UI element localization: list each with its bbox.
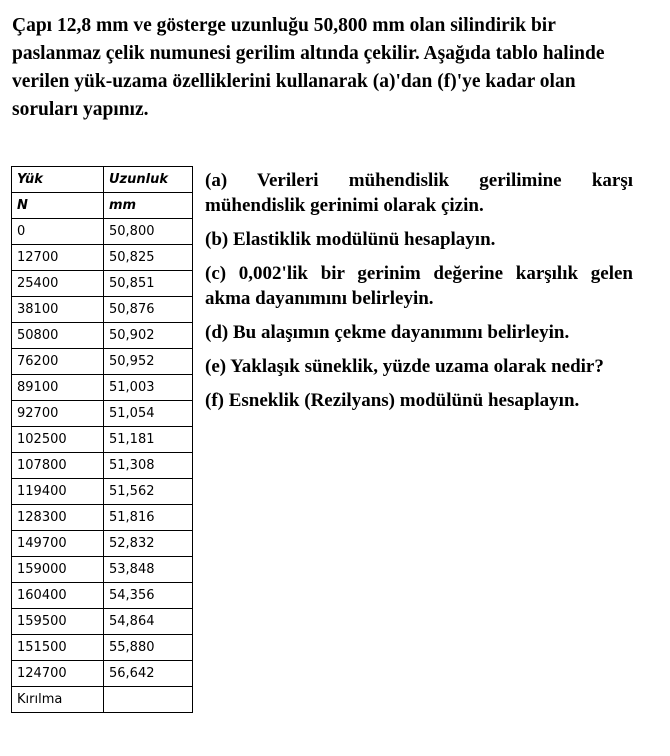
table-row [12,245,193,271]
length-cell: 51,054 [104,401,193,427]
length-cell: 50,800 [104,219,193,245]
load-cell: 12700 [12,245,104,271]
length-cell: Uzunluk [104,167,193,193]
table-row [12,297,193,323]
table-row [12,427,193,453]
table-row [12,479,193,505]
length-cell: 54,356 [104,583,193,609]
table-row [12,323,193,349]
load-cell: Kırılma [12,687,104,713]
length-cell: 51,181 [104,427,193,453]
load-cell: 76200 [12,349,104,375]
load-cell: 124700 [12,661,104,687]
length-cell: 50,851 [104,271,193,297]
length-cell: mm [104,193,193,219]
table-row [12,271,193,297]
table-row [12,661,193,687]
load-cell: 102500 [12,427,104,453]
load-cell: 107800 [12,453,104,479]
table-row [12,453,193,479]
question-list [205,168,633,422]
load-cell: 50800 [12,323,104,349]
question-c: (c) 0,002'lik bir gerinim değerine karşılık gelen akma dayanımını belirleyin. [205,263,633,309]
length-cell: 53,848 [104,557,193,583]
load-cell: 151500 [12,635,104,661]
table-row [12,531,193,557]
length-cell: 52,832 [104,531,193,557]
problem-statement: Çapı 12,8 mm ve gösterge uzunluğu 50,800 mm olan silindirik bir paslanmaz çelik numunesi gerilim altında çekilir. Aşağıda tablo halinde verilen yük-uzama özelliklerini kullanarak (a)'dan (f)'ye kadar olan soruları yapınız. [12,15,605,120]
load-cell: 25400 [12,271,104,297]
length-cell: 51,816 [104,505,193,531]
table-row [12,401,193,427]
question-a: (a) Verileri mühendislik gerilimine karşı mühendislik gerinimi olarak çizin. [205,170,633,216]
length-cell: 56,642 [104,661,193,687]
load-cell: 92700 [12,401,104,427]
question-e: (e) Yaklaşık süneklik, yüzde uzama olarak nedir? [205,356,604,377]
length-cell: 51,308 [104,453,193,479]
load-cell: 159000 [12,557,104,583]
table-row [12,219,193,245]
length-cell: 55,880 [104,635,193,661]
length-cell: 51,003 [104,375,193,401]
length-cell: 50,825 [104,245,193,271]
question-d: (d) Bu alaşımın çekme dayanımını belirleyin. [205,322,570,343]
load-cell: 38100 [12,297,104,323]
load-cell: 0 [12,219,104,245]
table-row [12,375,193,401]
length-cell [104,687,193,713]
length-cell: 50,952 [104,349,193,375]
load-cell: 160400 [12,583,104,609]
length-cell: 54,864 [104,609,193,635]
question-b: (b) Elastiklik modülünü hesaplayın. [205,229,496,250]
length-cell: 50,902 [104,323,193,349]
load-cell: 128300 [12,505,104,531]
load-cell: N [12,193,104,219]
load-cell: Yük [12,167,104,193]
table-row [12,557,193,583]
length-cell: 50,876 [104,297,193,323]
table-row [12,609,193,635]
load-elongation-table [11,166,193,713]
table-row [12,505,193,531]
load-cell: 89100 [12,375,104,401]
table-header-row [12,167,193,193]
table-row [12,687,193,713]
load-cell: 159500 [12,609,104,635]
table-row [12,349,193,375]
length-cell: 51,562 [104,479,193,505]
question-f: (f) Esneklik (Rezilyans) modülünü hesaplayın. [205,390,580,411]
load-cell: 149700 [12,531,104,557]
table-row [12,583,193,609]
table-row [12,635,193,661]
load-cell: 119400 [12,479,104,505]
table-header-row [12,193,193,219]
